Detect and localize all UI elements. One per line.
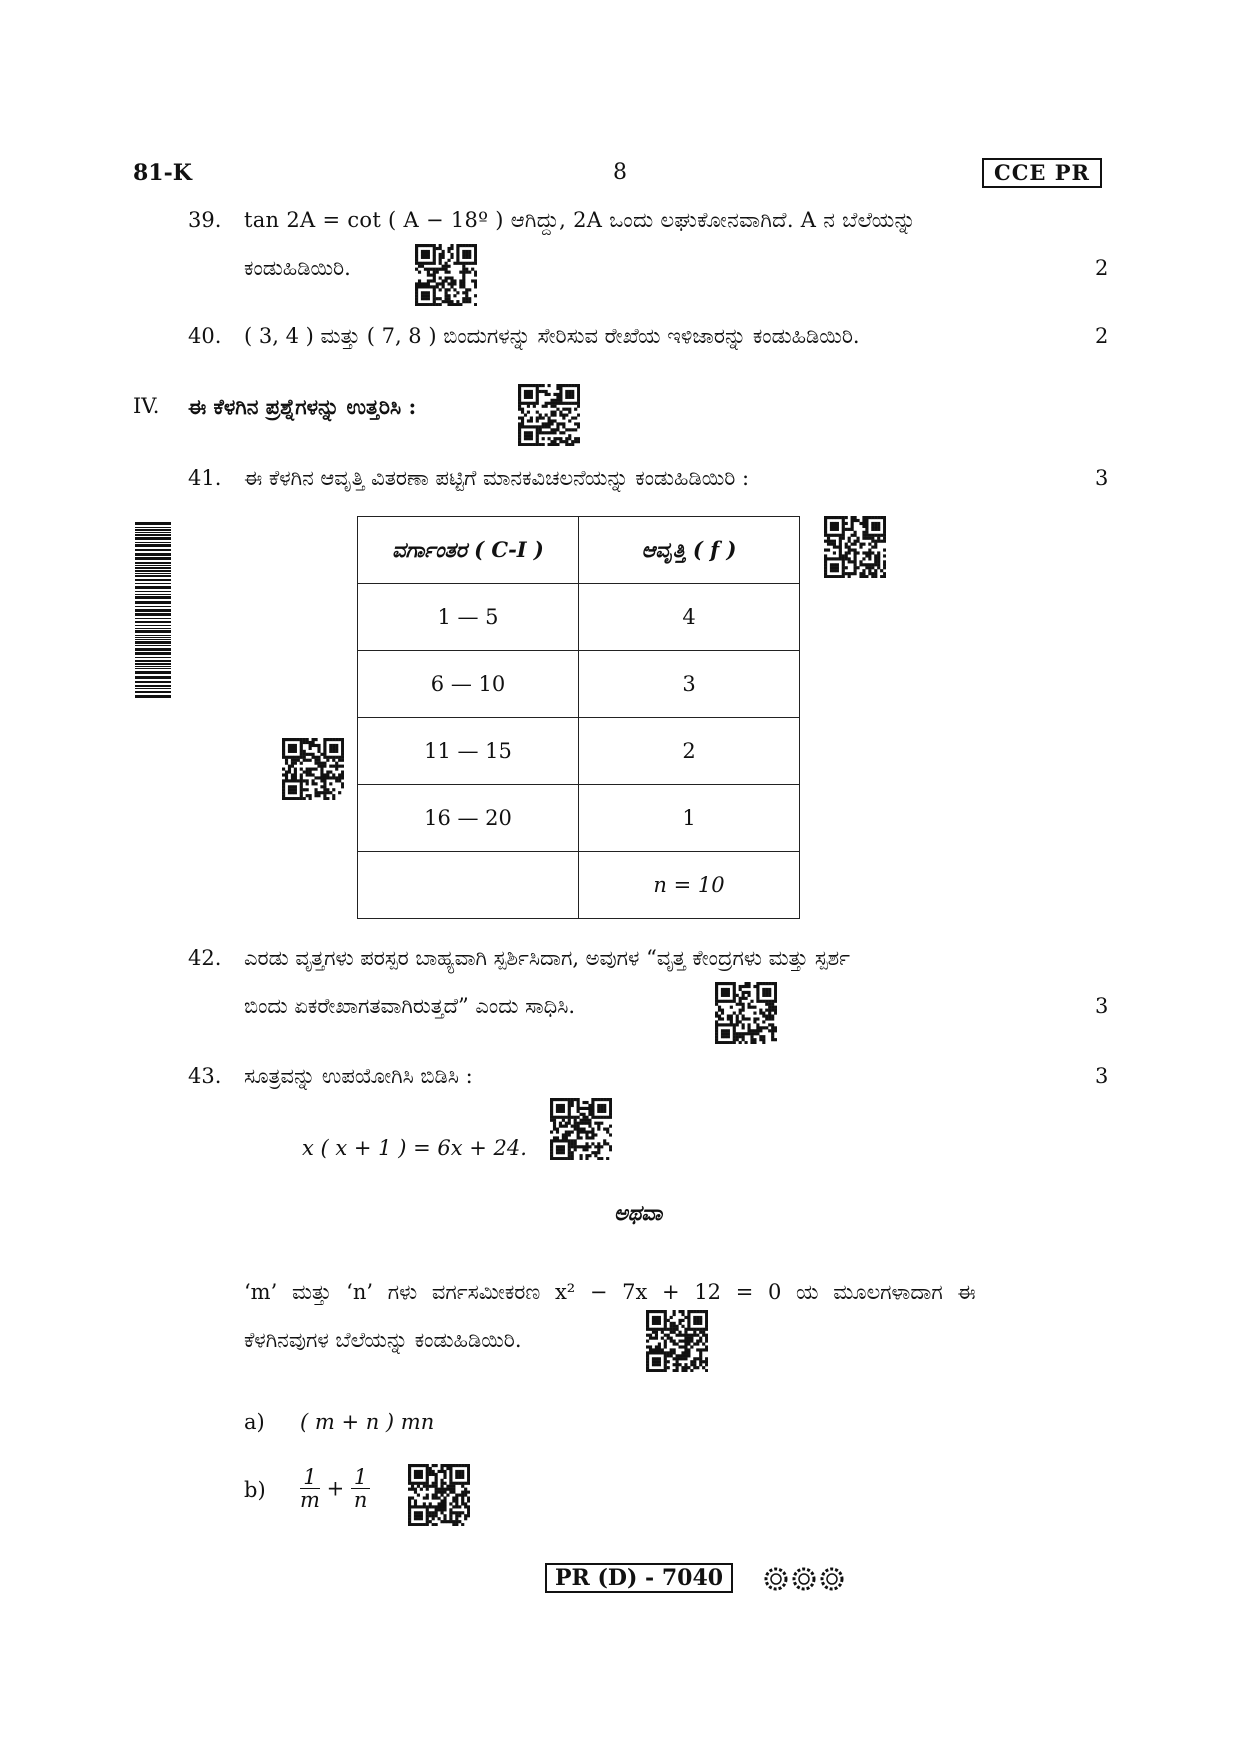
q42-text-line1: ಎರಡು ವೃತ್ತಗಳು ಪರಸ್ಪರ ಬಾಹ್ಯವಾಗಿ ಸ್ಪರ್ಶಿಸಿದಾಗ, ಅವುಗಳ “ವೃತ್ತ ಕೇಂದ್ರಗಳು ಮತ್ತು ಸ್ಪರ್ಶ [244,946,850,970]
or-label: ಅಥವಾ [614,1200,663,1225]
q42-marks: 3 [1095,994,1109,1018]
table-header-row [358,517,800,584]
qr-code-icon [550,1098,612,1160]
q39-number: 39. [188,208,222,232]
alt-b-expression: $\frac{1}{m}$ + $\frac{1}{n}$ [300,1466,370,1511]
cce-badge: CCE PR [982,158,1102,188]
frequency-table [357,516,800,919]
alt-a-expression: ( m + n ) mn [300,1410,435,1434]
q41-number: 41. [188,466,222,490]
fraction-1-over-m: $\frac{1}{m}$ [300,1465,320,1512]
table-cell: n = 10 [579,852,800,919]
qr-code-icon [715,982,777,1044]
q43-number: 43. [188,1064,222,1088]
alt-text-line1: ‘m’ ಮತ್ತು ‘n’ ಗಳು ವರ್ಗಸಮೀಕರಣ x² − 7x + 12 = 0 ಯ ಮೂಲಗಳಾದಾಗ ಈ [244,1280,976,1304]
table-row [358,785,800,852]
qr-code-icon [824,516,886,578]
qr-code-icon [518,384,580,446]
table-cell: 6 — 10 [358,651,579,718]
fraction-1-over-n: $\frac{1}{n}$ [351,1466,370,1511]
table-cell [358,852,579,919]
q40-text: ( 3, 4 ) ಮತ್ತು ( 7, 8 ) ಬಿಂದುಗಳನ್ನು ಸೇರಿಸುವ ರೇಖೆಯ ಇಳಿಜಾರನ್ನು ಕಂಡುಹಿಡಿಯಿರಿ. [244,324,860,348]
table-row [358,584,800,651]
table-cell: 2 [579,718,800,785]
alt-a-label: a) [244,1410,265,1434]
table-row [358,651,800,718]
q41-text: ಈ ಕೆಳಗಿನ ಆವೃತ್ತಿ ವಿತರಣಾ ಪಟ್ಟಿಗೆ ಮಾನಕವಿಚಲನೆಯನ್ನು ಕಂಡುಹಿಡಿಯಿರಿ : [244,466,750,490]
table-cell: 3 [579,651,800,718]
table-header-frequency: ಆವೃತ್ತಿ ( f ) [579,517,800,584]
table-row [358,852,800,919]
page-number: 8 [613,160,627,185]
paper-code: 81-K [133,160,192,186]
q39-marks: 2 [1095,256,1109,280]
decorative-rings-icon [762,1565,846,1593]
q39-text-line2: ಕಂಡುಹಿಡಿಯಿರಿ. [244,256,351,280]
alt-b-label: b) [244,1478,266,1502]
qr-code-icon [415,244,477,306]
qr-code-icon [646,1310,708,1372]
qr-code-icon [282,738,344,800]
table-cell: 1 [579,785,800,852]
q43-marks: 3 [1095,1064,1109,1088]
table-row [358,718,800,785]
q43-equation: x ( x + 1 ) = 6x + 24. [302,1136,527,1160]
q40-marks: 2 [1095,324,1109,348]
table-cell: 11 — 15 [358,718,579,785]
footer-code: PR (D) - 7040 [545,1563,733,1593]
qr-code-icon [408,1464,470,1526]
q40-number: 40. [188,324,222,348]
alt-text-line2: ಕೆಳಗಿನವುಗಳ ಬೆಲೆಯನ್ನು ಕಂಡುಹಿಡಿಯಿರಿ. [244,1328,522,1352]
section-title: ಈ ಕೆಳಗಿನ ಪ್ರಶ್ನೆಗಳನ್ನು ಉತ್ತರಿಸಿ : [188,394,417,419]
q43-text: ಸೂತ್ರವನ್ನು ಉಪಯೋಗಿಸಿ ಬಿಡಿಸಿ : [244,1064,473,1088]
table-header-class-interval: ವರ್ಗಾಂತರ ( C-I ) [358,517,579,584]
q42-number: 42. [188,946,222,970]
section-number: IV. [133,394,160,418]
q39-text-line1: tan 2A = cot ( A − 18º ) ಆಗಿದ್ದು, 2A ಒಂದು ಲಘುಕೋನವಾಗಿದೆ. A ನ ಬೆಲೆಯನ್ನು [244,208,916,232]
table-cell: 16 — 20 [358,785,579,852]
q42-text-line2: ಬಿಂದು ಏಕರೇಖಾಗತವಾಗಿರುತ್ತದೆ” ಎಂದು ಸಾಧಿಸಿ. [244,994,576,1018]
table-cell: 1 — 5 [358,584,579,651]
table-cell: 4 [579,584,800,651]
barcode-icon [135,522,171,698]
q41-marks: 3 [1095,466,1109,490]
